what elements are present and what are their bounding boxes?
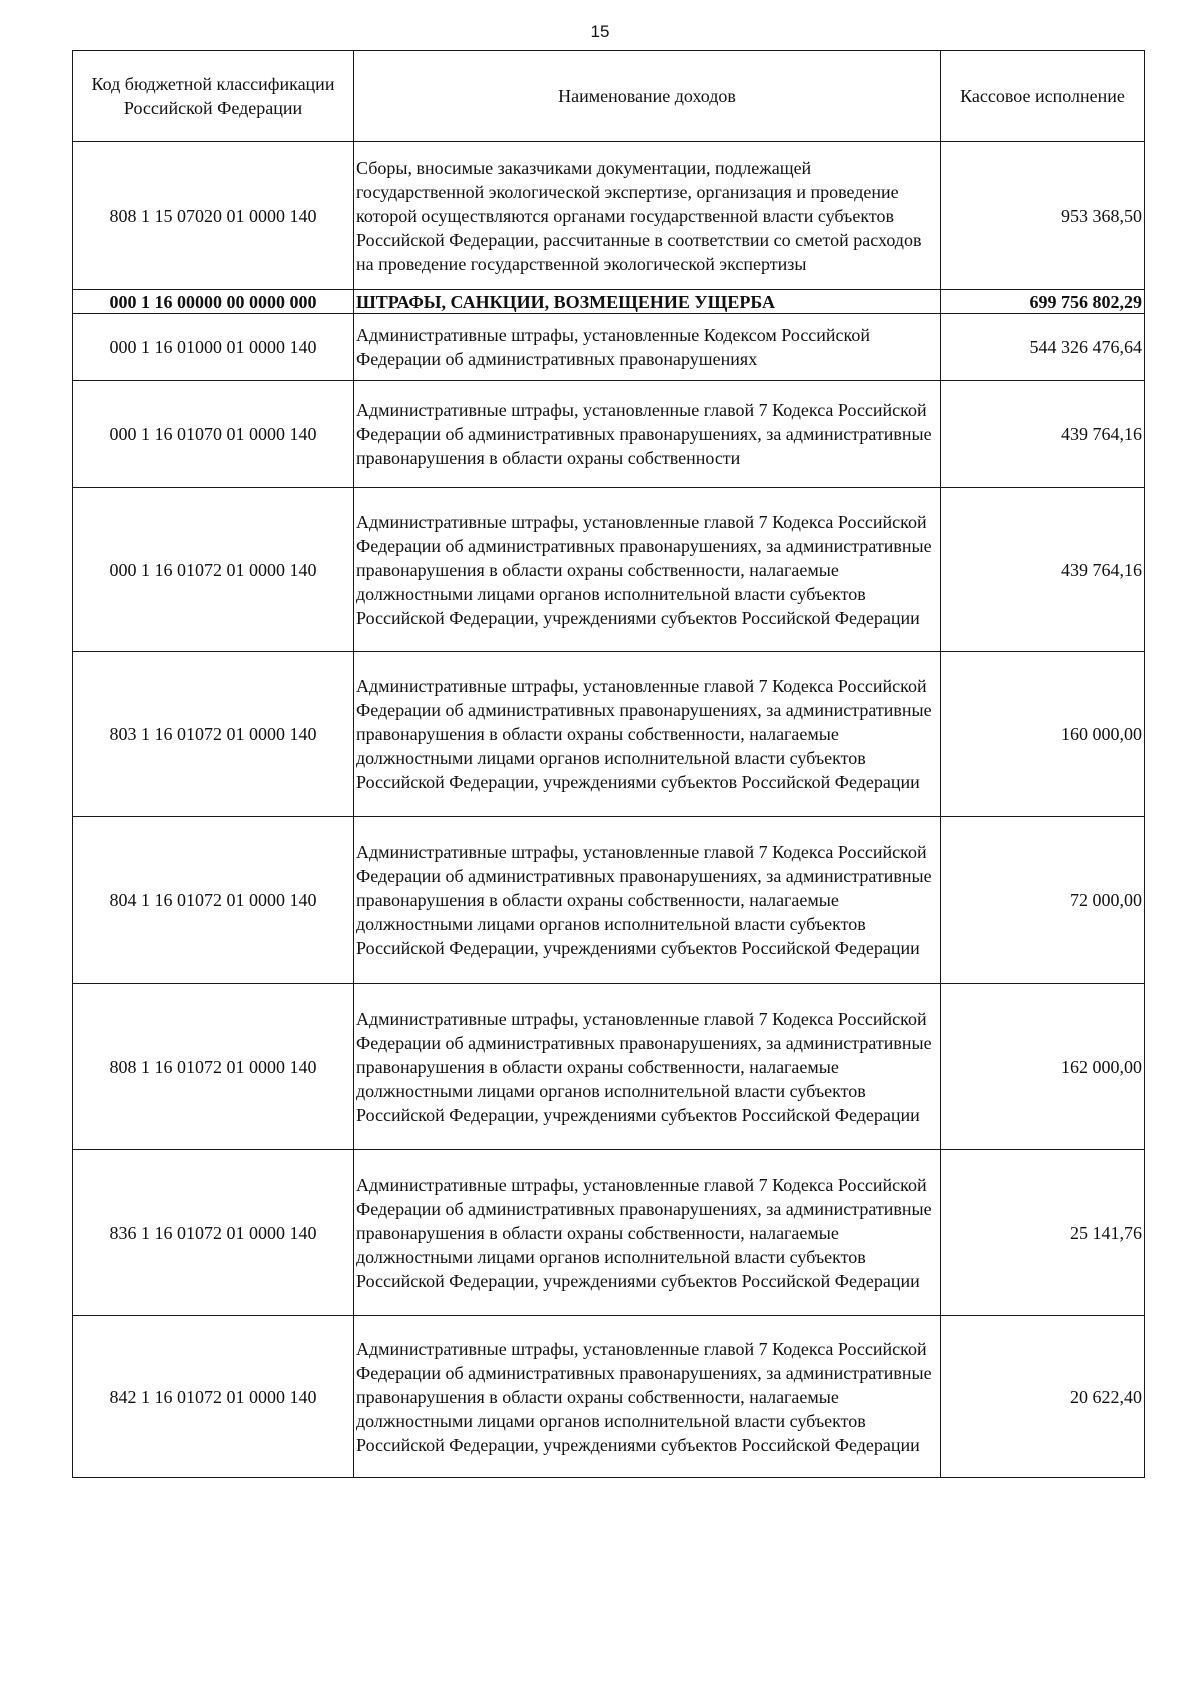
row-code: 803 1 16 01072 01 0000 140 bbox=[73, 652, 354, 817]
row-code: 000 1 16 01072 01 0000 140 bbox=[73, 488, 354, 652]
row-name: Сборы, вносимые заказчиками документации, подлежащей государственной экологической экспертизе, организация и проведение которой осуществляются органами государственной власти субъектов Российской Федерации, рассчитанные в соответствии со сметой расходов на проведение государственной экологической экспертизы bbox=[354, 142, 941, 290]
table-row bbox=[73, 984, 1145, 1150]
row-name: ШТРАФЫ, САНКЦИИ, ВОЗМЕЩЕНИЕ УЩЕРБА bbox=[354, 290, 941, 314]
row-amount: 160 000,00 bbox=[941, 652, 1145, 817]
row-amount: 25 141,76 bbox=[941, 1150, 1145, 1316]
row-name: Административные штрафы, установленные главой 7 Кодекса Российской Федерации об административных правонарушениях, за административные правонарушения в области охраны собственности, налагаемые должностными лицами органов исполнительной власти субъектов Российской Федерации, учреждениями субъектов Российской Федерации bbox=[354, 1150, 941, 1316]
row-code: 804 1 16 01072 01 0000 140 bbox=[73, 817, 354, 984]
row-code: 842 1 16 01072 01 0000 140 bbox=[73, 1316, 354, 1478]
header-amount: Кассовое исполнение bbox=[941, 51, 1145, 142]
table-row bbox=[73, 488, 1145, 652]
row-name: Административные штрафы, установленные главой 7 Кодекса Российской Федерации об административных правонарушениях, за административные правонарушения в области охраны собственности, налагаемые должностными лицами органов исполнительной власти субъектов Российской Федерации, учреждениями субъектов Российской Федерации bbox=[354, 488, 941, 652]
row-amount: 20 622,40 bbox=[941, 1316, 1145, 1478]
row-code: 000 1 16 01070 01 0000 140 bbox=[73, 381, 354, 488]
row-name: Административные штрафы, установленные главой 7 Кодекса Российской Федерации об административных правонарушениях, за административные правонарушения в области охраны собственности, налагаемые должностными лицами органов исполнительной власти субъектов Российской Федерации, учреждениями субъектов Российской Федерации bbox=[354, 817, 941, 984]
header-code: Код бюджетной классификации Российской Федерации bbox=[73, 51, 354, 142]
row-code: 808 1 15 07020 01 0000 140 bbox=[73, 142, 354, 290]
row-name: Административные штрафы, установленные главой 7 Кодекса Российской Федерации об административных правонарушениях, за административные правонарушения в области охраны собственности, налагаемые должностными лицами органов исполнительной власти субъектов Российской Федерации, учреждениями субъектов Российской Федерации bbox=[354, 984, 941, 1150]
row-name: Административные штрафы, установленные главой 7 Кодекса Российской Федерации об административных правонарушениях, за административные правонарушения в области охраны собственности, налагаемые должностными лицами органов исполнительной власти субъектов Российской Федерации, учреждениями субъектов Российской Федерации bbox=[354, 1316, 941, 1478]
row-amount: 953 368,50 bbox=[941, 142, 1145, 290]
table-row bbox=[73, 652, 1145, 817]
row-amount: 162 000,00 bbox=[941, 984, 1145, 1150]
row-amount: 72 000,00 bbox=[941, 817, 1145, 984]
table-row-section bbox=[73, 290, 1145, 314]
table-row bbox=[73, 314, 1145, 381]
row-name: Административные штрафы, установленные Кодексом Российской Федерации об административных правонарушениях bbox=[354, 314, 941, 381]
row-amount: 439 764,16 bbox=[941, 488, 1145, 652]
row-name: Административные штрафы, установленные главой 7 Кодекса Российской Федерации об административных правонарушениях, за административные правонарушения в области охраны собственности bbox=[354, 381, 941, 488]
row-amount: 544 326 476,64 bbox=[941, 314, 1145, 381]
header-name: Наименование доходов bbox=[354, 51, 941, 142]
page-number: 15 bbox=[590, 22, 610, 41]
table-row bbox=[73, 1316, 1145, 1478]
row-code: 836 1 16 01072 01 0000 140 bbox=[73, 1150, 354, 1316]
table-row bbox=[73, 817, 1145, 984]
table-row bbox=[73, 142, 1145, 290]
row-amount: 439 764,16 bbox=[941, 381, 1145, 488]
row-name: Административные штрафы, установленные главой 7 Кодекса Российской Федерации об административных правонарушениях, за административные правонарушения в области охраны собственности, налагаемые должностными лицами органов исполнительной власти субъектов Российской Федерации, учреждениями субъектов Российской Федерации bbox=[354, 652, 941, 817]
table-row bbox=[73, 381, 1145, 488]
row-code: 000 1 16 00000 00 0000 000 bbox=[73, 290, 354, 314]
table-row bbox=[73, 1150, 1145, 1316]
table-header-row bbox=[73, 51, 1145, 142]
row-amount: 699 756 802,29 bbox=[941, 290, 1145, 314]
row-code: 000 1 16 01000 01 0000 140 bbox=[73, 314, 354, 381]
row-code: 808 1 16 01072 01 0000 140 bbox=[73, 984, 354, 1150]
revenue-table bbox=[72, 50, 1145, 1478]
